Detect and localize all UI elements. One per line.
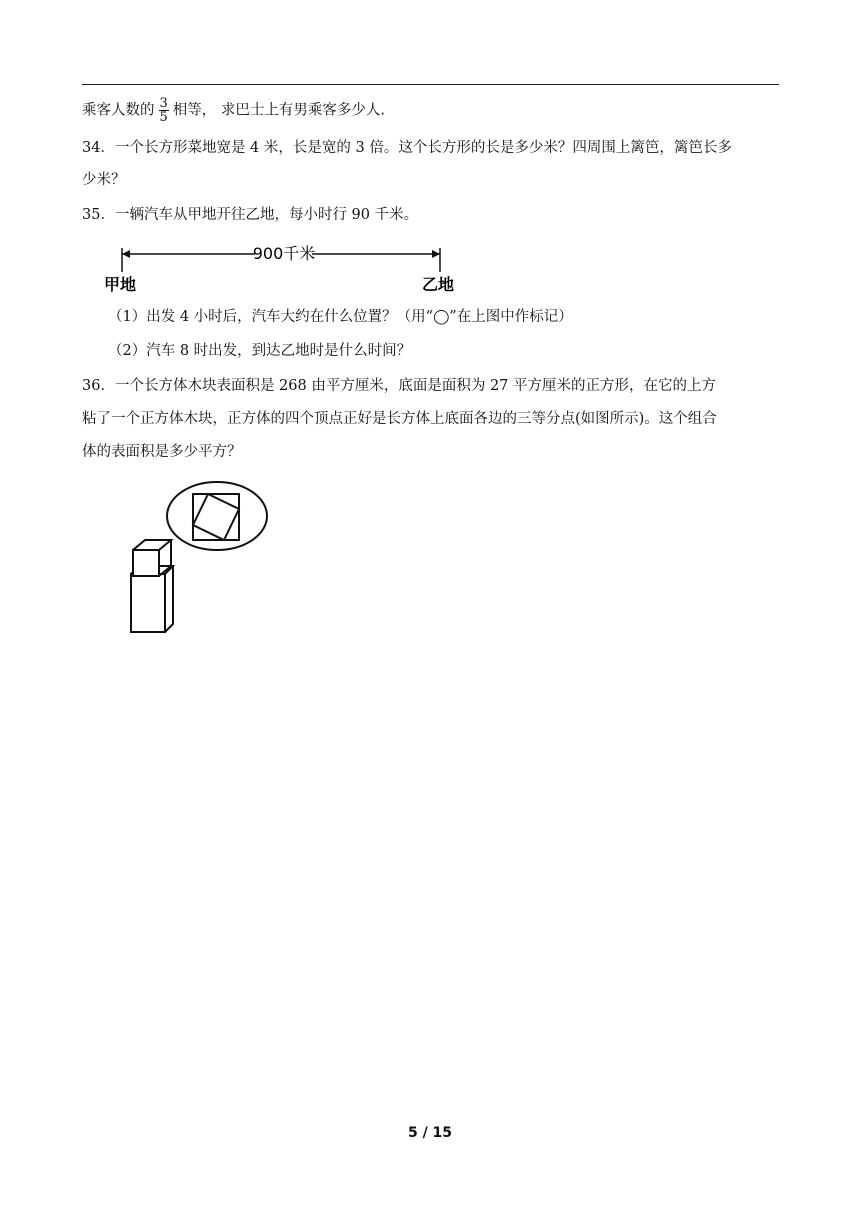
question-34-line1: 34．一个长方形菜地宽是 4 米，长是宽的 3 倍。这个长方形的长是多少米？四周围上篱笆，篱笆长多: [82, 140, 732, 156]
distance-label: 900千米: [252, 244, 316, 263]
page-number: 5 / 15: [407, 1125, 453, 1141]
question-35-sub2: （2）汽车 8 时出发，到达乙地时是什么时间？: [108, 343, 412, 359]
left-arrowhead: [122, 250, 130, 258]
question-34-line2: 少米？: [82, 172, 126, 188]
q33-text-before: 乘客人数的: [82, 102, 155, 119]
question-36-line3: 体的表面积是多少平方？: [82, 444, 242, 460]
question-35-sub1: （1）出发 4 小时后，汽车大约在什么位置？（用“◯”在上图中作标记）: [108, 309, 573, 325]
end-label: 乙地: [422, 275, 455, 294]
cube-on-cuboid-figure: [95, 478, 275, 648]
start-label: 甲地: [104, 275, 137, 294]
question-36-line1: 36．一个长方体木块表面积是 268 由平方厘米，底面是面积为 27 平方厘米的正方形，在它的上方: [82, 378, 717, 394]
right-arrowhead: [432, 250, 440, 258]
question-33-tail: [82, 97, 385, 124]
distance-diagram: [100, 238, 460, 298]
question-36-line2: 粘了一个正方体木块，正方体的四个顶点正好是长方体上底面各边的三等分点(如图所示)。这个组合: [82, 411, 717, 427]
q33-text-after: 相等， 求巴士上有男乘客多少人.: [172, 102, 385, 119]
fraction-denominator: 5: [159, 110, 168, 125]
header-rule: [82, 84, 779, 85]
question-35-stem: 35．一辆汽车从甲地开往乙地，每小时行 90 千米。: [82, 207, 419, 223]
fraction-numerator: 3: [159, 96, 168, 111]
cube-block: [133, 540, 171, 576]
fraction-three-fifths: [159, 97, 169, 124]
